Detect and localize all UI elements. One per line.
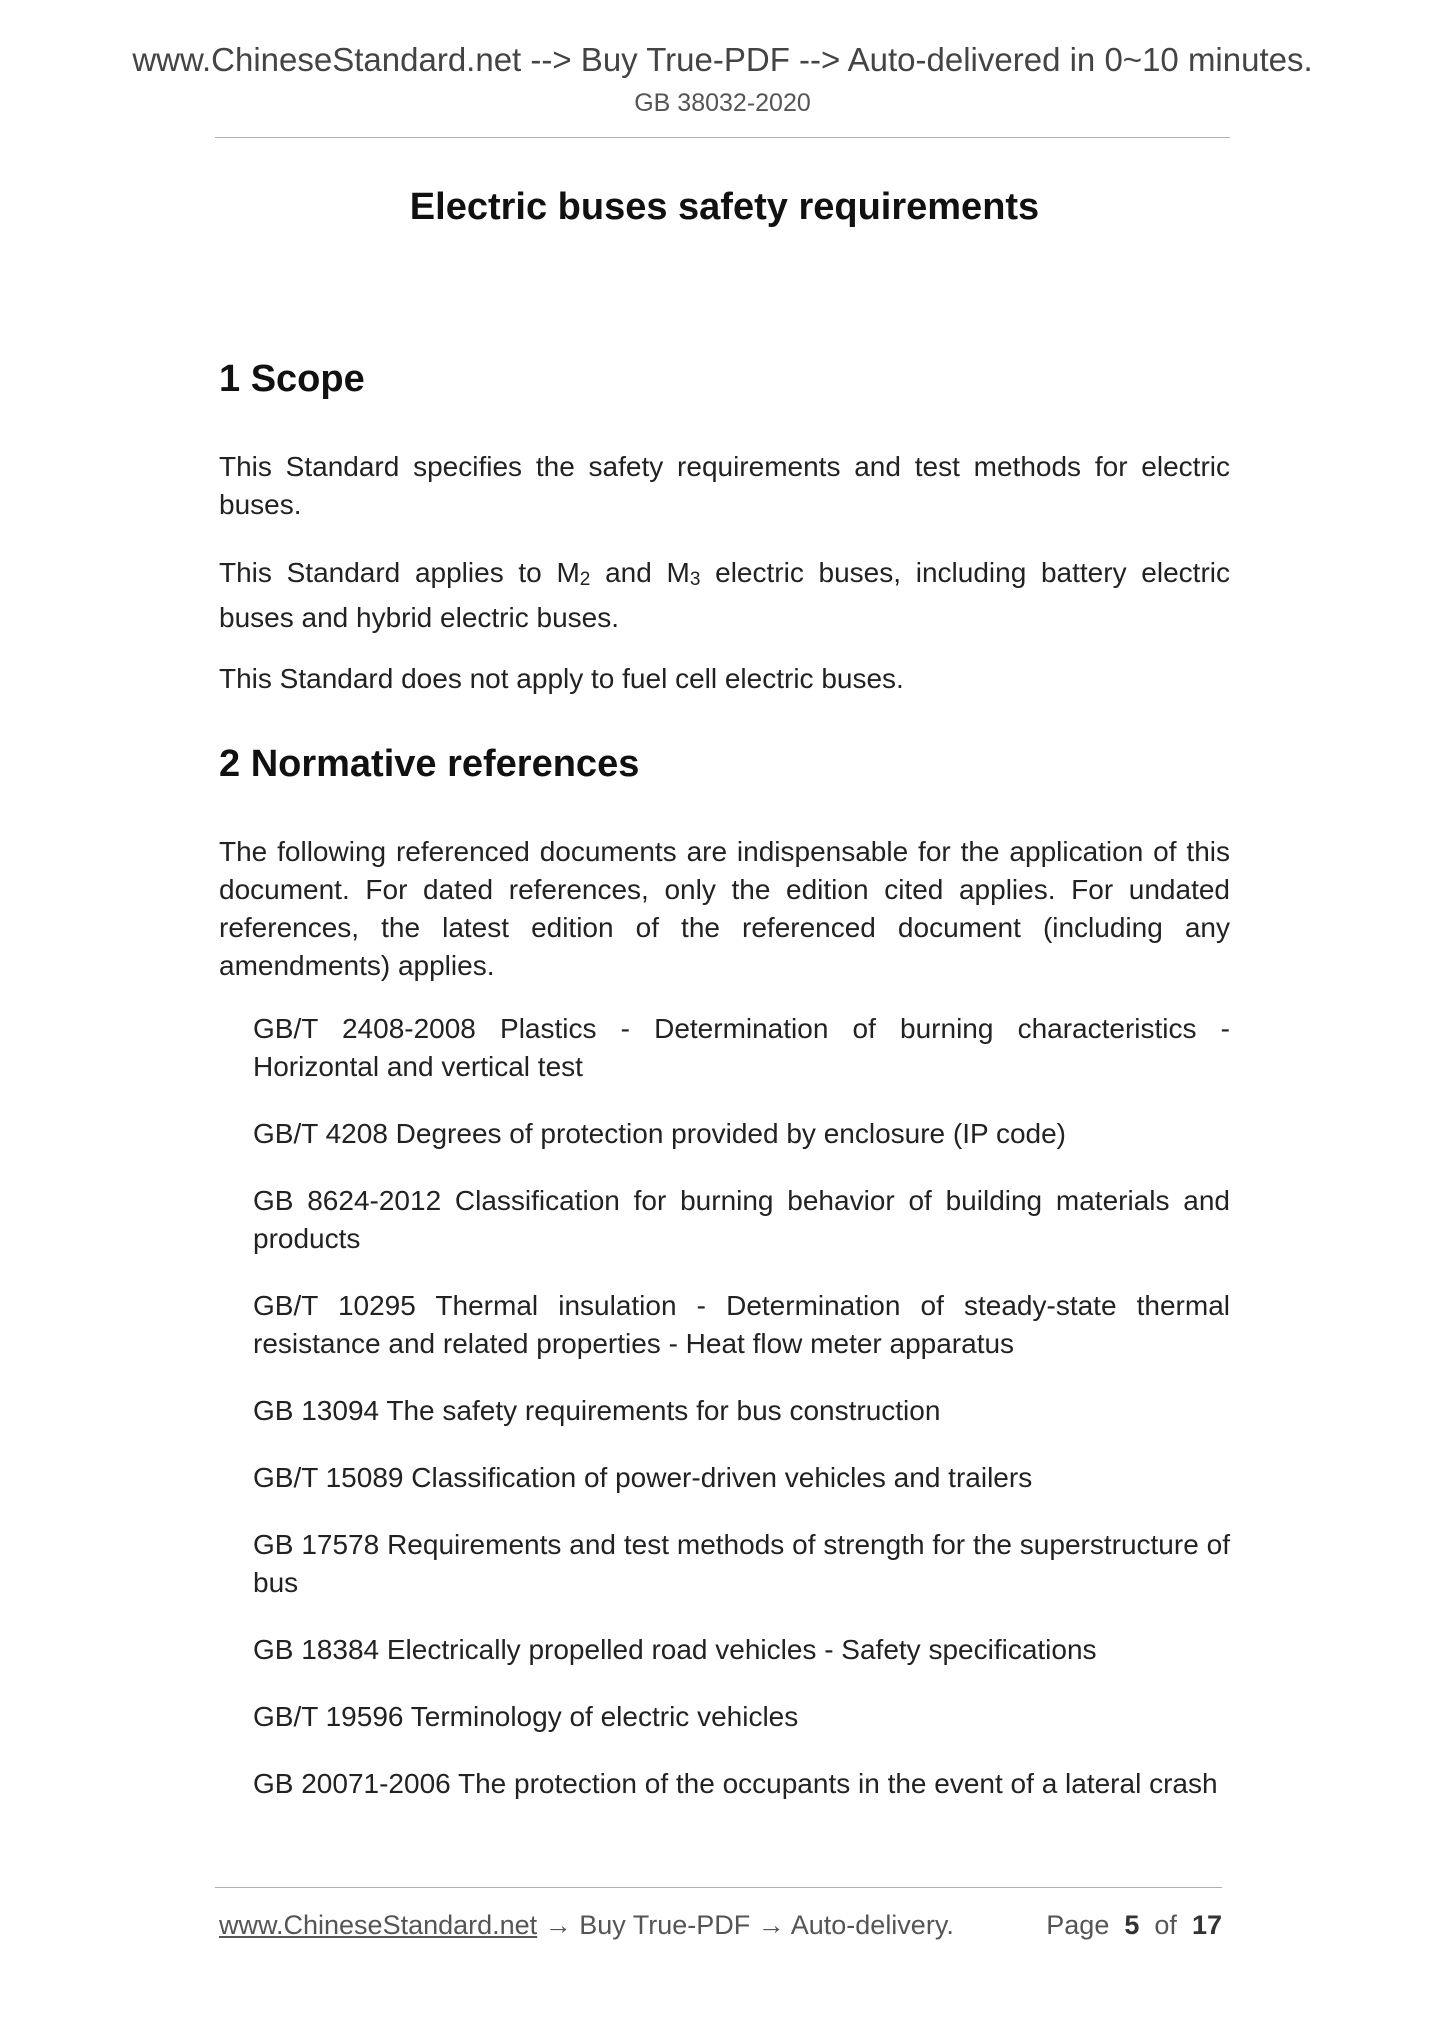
footer-divider <box>215 1887 1222 1888</box>
footer-tagline-text: → Buy True-PDF → Auto-delivery. <box>537 1910 954 1940</box>
header-banner: www.ChineseStandard.net --> Buy True-PDF --> Auto-delivered in 0~10 minutes. <box>132 41 1313 78</box>
current-page: 5 <box>1124 1910 1140 1940</box>
scope-paragraph-2: This Standard applies to $M_2$ and $M_3$ electric buses, including battery electric buses and hybrid electric buses. <box>219 557 1230 633</box>
reference-list <box>253 1010 1230 1832</box>
header-divider <box>215 137 1230 138</box>
reference-item: GB/T 10295 Thermal insulation - Determination of steady-state thermal resistance and related properties - Heat flow meter apparatus <box>253 1290 1230 1359</box>
reference-item: GB 13094 The safety requirements for bus construction <box>253 1395 941 1426</box>
page-number: Page 5 of 17 <box>1046 1910 1222 1940</box>
section-heading-scope: 1 Scope <box>219 358 365 400</box>
reference-item: GB/T 15089 Classification of power-driven vehicles and trailers <box>253 1462 1033 1493</box>
scope-paragraph-3: This Standard does not apply to fuel cell electric buses. <box>219 663 904 694</box>
footer-site-link[interactable]: www.ChineseStandard.net <box>219 1910 538 1940</box>
total-pages: 17 <box>1191 1910 1222 1940</box>
reference-item: GB/T 2408-2008 Plastics - Determination of burning characteristics - Horizontal and vertical test <box>253 1013 1230 1082</box>
reference-item: GB/T 19596 Terminology of electric vehicles <box>253 1701 799 1732</box>
reference-item: GB 17578 Requirements and test methods of strength for the superstructure of bus <box>253 1529 1230 1598</box>
section-heading-normative-references: 2 Normative references <box>219 743 640 785</box>
scope-paragraph-1: This Standard specifies the safety requirements and test methods for electric buses. <box>219 451 1230 520</box>
reference-item: GB 8624-2012 Classification for burning behavior of building materials and products <box>253 1185 1230 1254</box>
footer-tagline <box>219 1908 954 1942</box>
references-intro-paragraph: The following referenced documents are indispensable for the application of this document. For dated references, only the edition cited applies. For undated references, the latest edition of the referenced document (including any amendments) applies. <box>219 836 1230 981</box>
reference-item: GB/T 4208 Degrees of protection provided by enclosure (IP code) <box>253 1118 1066 1149</box>
reference-item: GB 20071-2006 The protection of the occupants in the event of a lateral crash <box>253 1768 1218 1799</box>
standard-code: GB 38032-2020 <box>634 89 811 117</box>
reference-item: GB 18384 Electrically propelled road vehicles - Safety specifications <box>253 1634 1097 1665</box>
document-title: Electric buses safety requirements <box>409 186 1040 228</box>
